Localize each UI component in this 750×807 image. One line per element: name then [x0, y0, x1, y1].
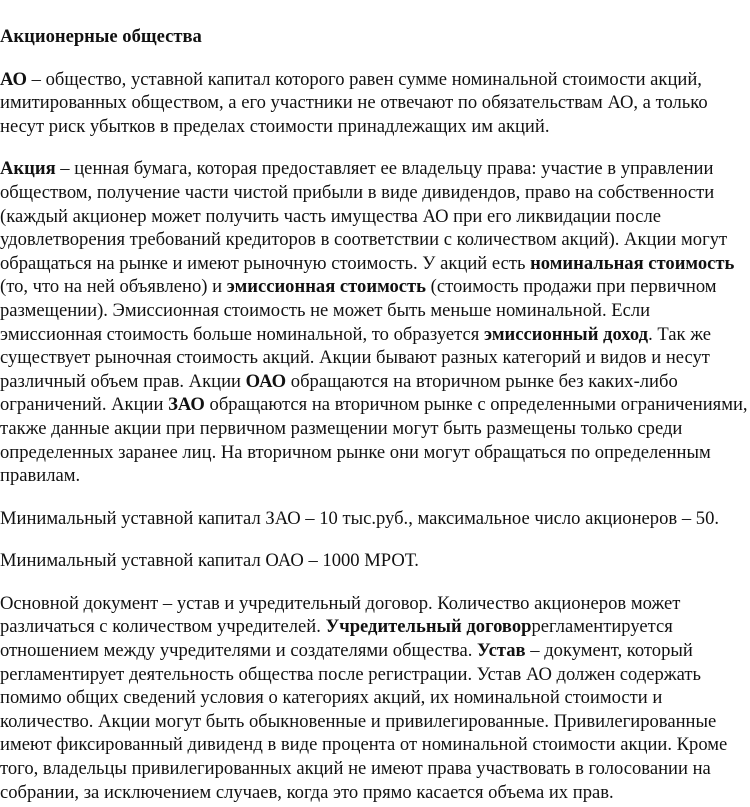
- paragraph-main-document: [0, 592, 750, 804]
- text-run: обращаются на вторичном рынке с определенными ограничениями, также данные акции при первичном размещении могут быть размещены только среди определенных заранее лиц. На вторичном рынке они могут обращаться по определенным правилам.: [0, 394, 748, 487]
- text-run: (то, что на ней объявлено) и: [0, 276, 227, 298]
- text-run: – документ, который регламентирует деятельность общества после регистрации. Устав АО должен содержать помимо общих сведений условия о категориях акций, их номинальной стоимости и количество. Акции могут быть обыкновенные и привилегированные. Привилегированные имеют фиксированный дивиденд в виде процента от номинальной стоимости акции. Кроме того, владельцы привилегированных акций не имеют права участвовать в голосовании на собрании, за исключением случаев, когда это прямо касается объема их прав.: [0, 640, 728, 803]
- text-run: (стоимость продажи при первичном размещении). Эмиссионная стоимость не может быть меньше номинальной. Если эмиссионная стоимость больше номинальной, то образуется: [0, 276, 717, 345]
- term-zao: ЗАО: [168, 394, 205, 416]
- document-title: Акционерные общества: [0, 26, 202, 47]
- term-emission-income: эмиссионный доход: [483, 323, 649, 345]
- term-nominal-value: номинальная стоимость: [530, 252, 735, 274]
- text-run: Минимальный уставной капитал ЗАО – 10 тыс.руб., максимальное число акционеров – 50.: [0, 507, 720, 529]
- text-run: – общество, уставной капитал которого равен сумме номинальной стоимости акций, имитированных обществом, а его участники не отвечают по обязательствам АО, а только несут риск убытков в пределах стоимости принадлежащих им акций.: [0, 68, 708, 137]
- text-run: Минимальный уставной капитал ОАО – 1000 МРОТ.: [0, 550, 419, 572]
- paragraph-ao-definition: [0, 68, 750, 139]
- term-charter: Устав: [477, 640, 526, 662]
- term-emission-value: эмиссионная стоимость: [226, 276, 427, 298]
- paragraph-zao-min-capital: [0, 507, 750, 531]
- term-ao: АО: [0, 68, 27, 90]
- term-founding-agreement: Учредительный договор: [325, 616, 532, 638]
- term-oao: ОАО: [245, 370, 287, 392]
- text-run: – ценная бумага, которая предоставляет ее владельцу права: участие в управлении обществом, получение части чистой прибыли в виде дивидендов, право на собственности (каждый акционер может получить часть имущества АО при его ликвидации после удовлетворения требований кредиторов в соответствии с количеством акций). Акции могут обращаться на рынке и имеют рыночную стоимость. У акций есть: [0, 158, 728, 274]
- paragraph-akciya-definition: [0, 157, 750, 487]
- text-run: . Так же существует рыночная стоимость акций. Акции бывают разных категорий и видов и несут различный объем прав. Акции: [0, 323, 712, 392]
- term-akciya: Акция: [0, 158, 56, 180]
- text-run: регламентируется отношением между учредителями и создателями общества.: [0, 616, 673, 662]
- text-run: обращаются на вторичном рынке без каких-либо ограничений. Акции: [0, 370, 678, 416]
- paragraph-oao-min-capital: [0, 549, 750, 573]
- text-run: Основной документ – устав и учредительный договор. Количество акционеров может различаться с количеством учредителей.: [0, 592, 681, 638]
